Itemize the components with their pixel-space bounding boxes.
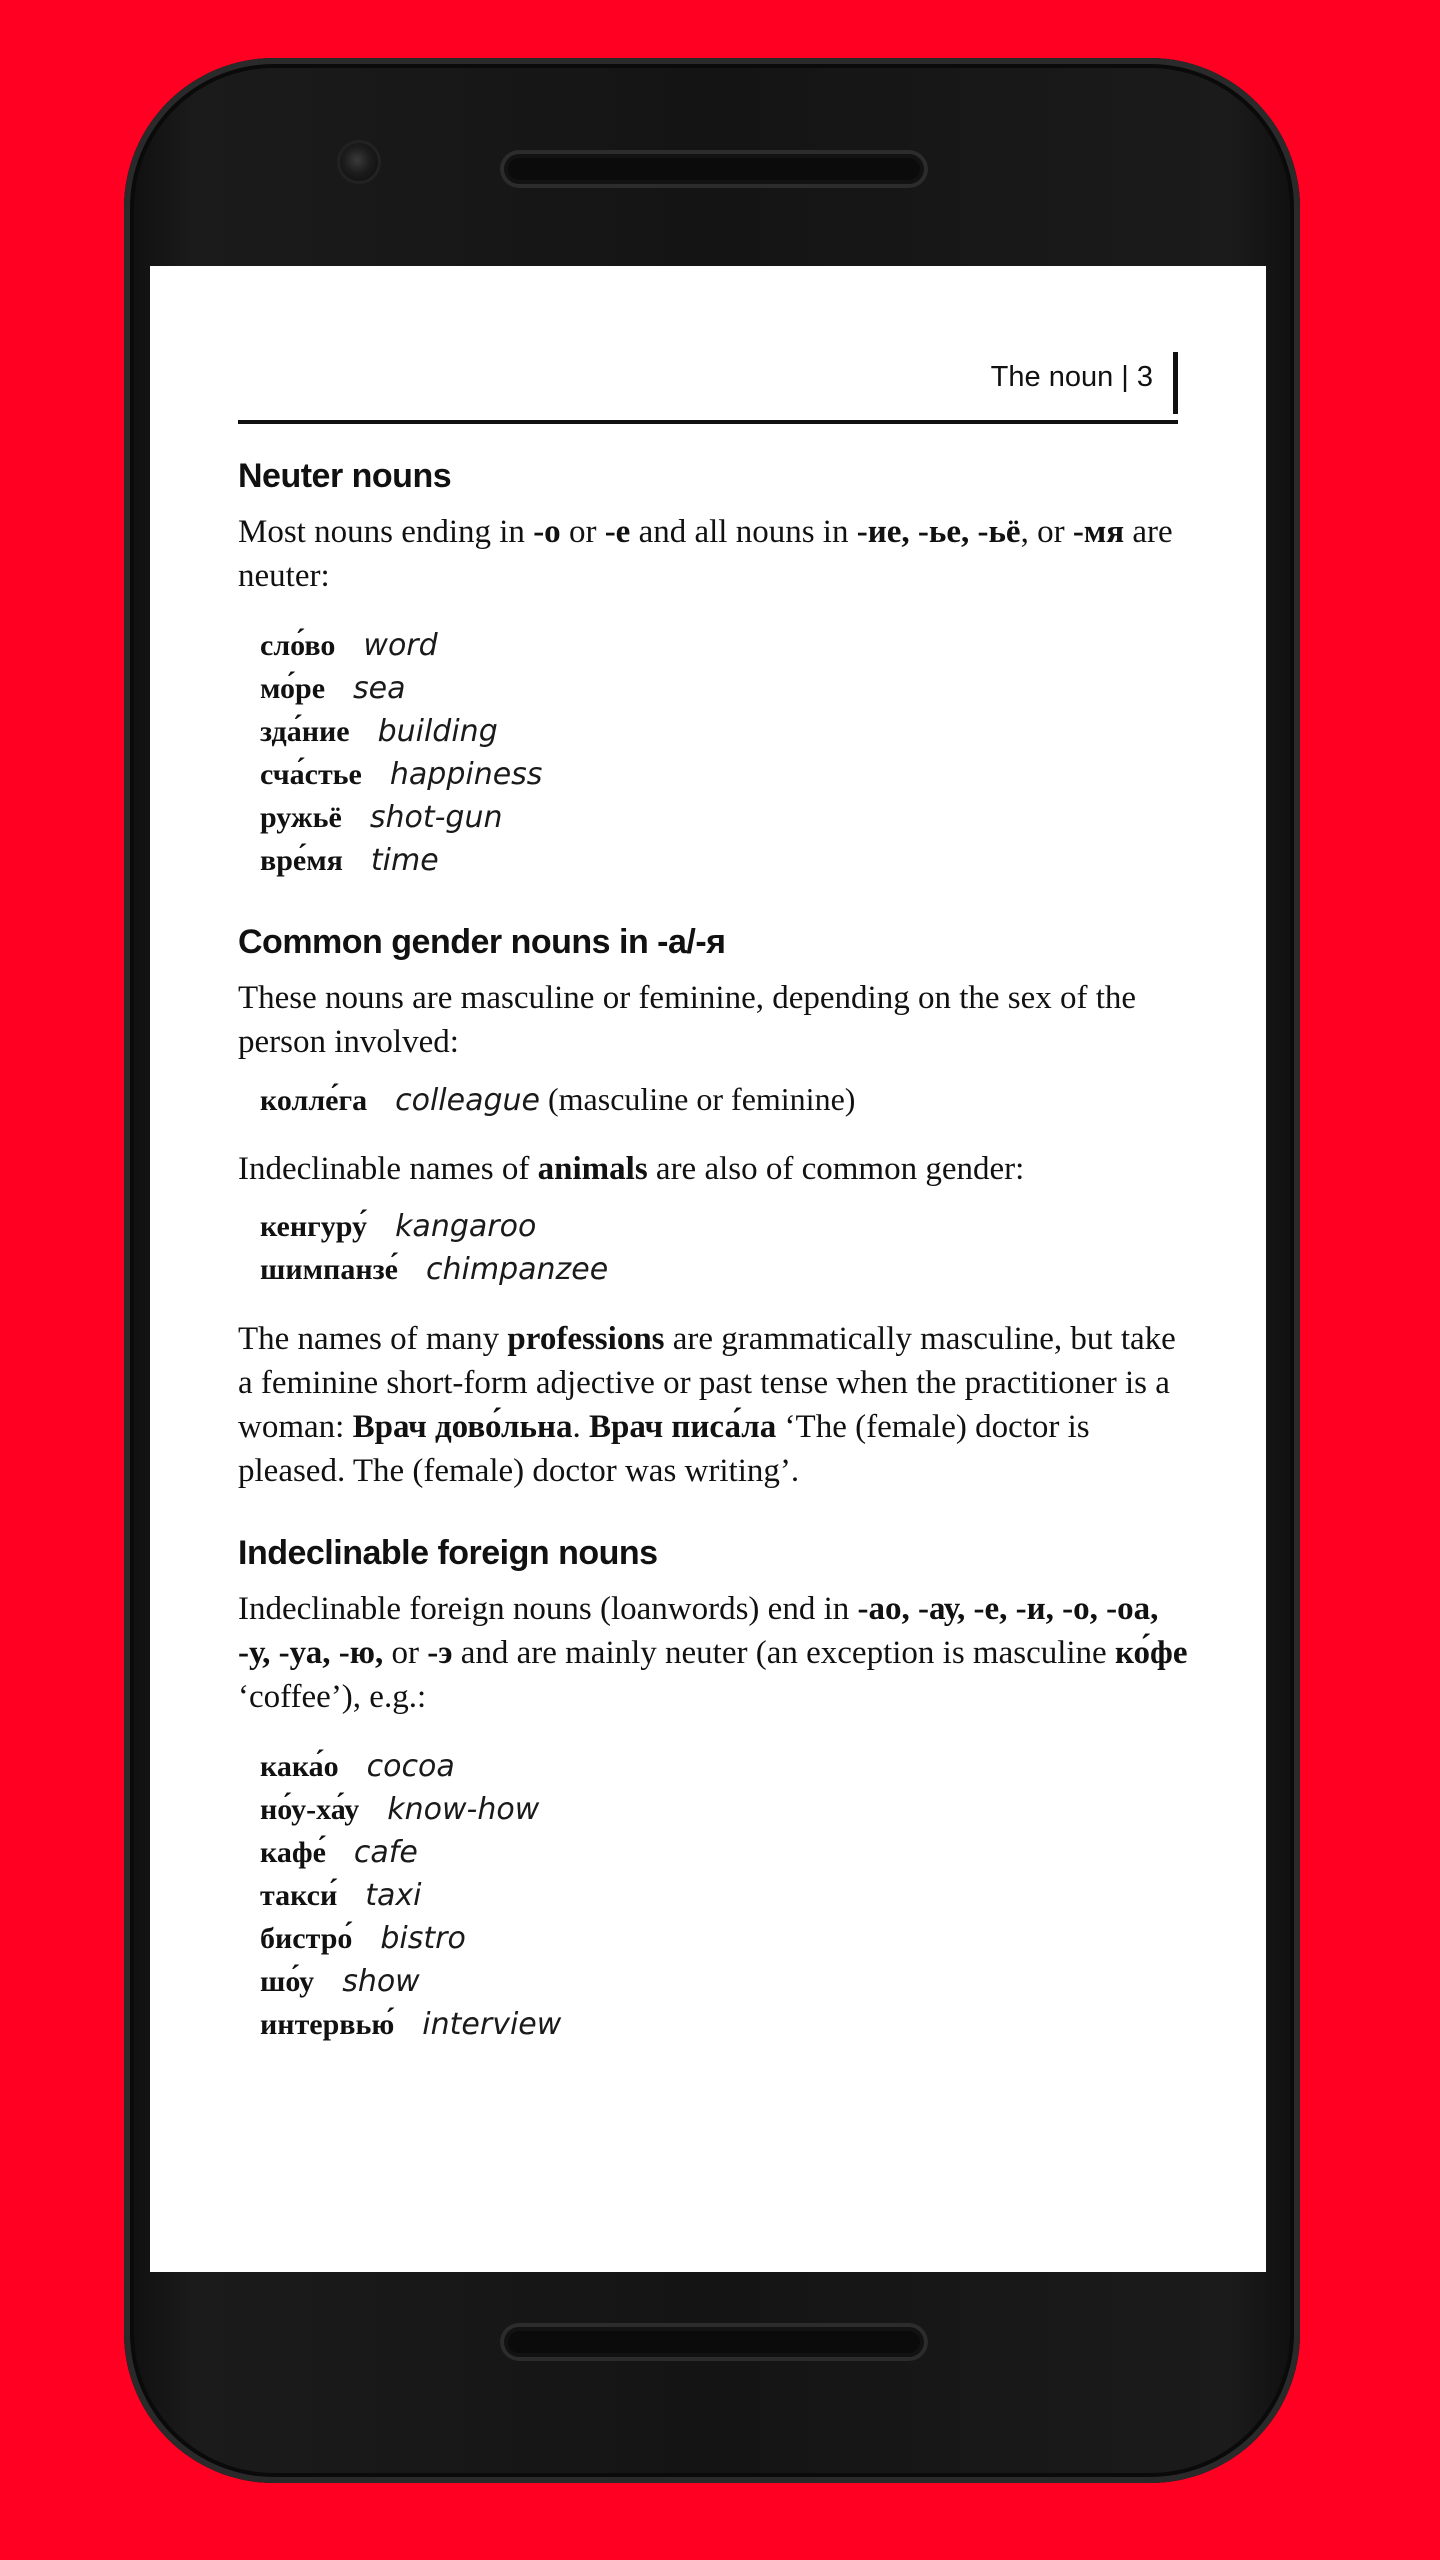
- page-header: [238, 352, 1178, 424]
- russian-word: бистро́: [260, 1922, 353, 1955]
- page-content: [238, 456, 1188, 2046]
- bottom-speaker-grille: [500, 2323, 928, 2361]
- english-gloss: sea: [353, 671, 406, 706]
- vocab-item: [260, 667, 1188, 710]
- vocab-item: [260, 1788, 1188, 1831]
- vocab-item: [260, 753, 1188, 796]
- english-gloss: happiness: [389, 757, 543, 792]
- russian-word: интервью́: [260, 2008, 395, 2041]
- vocab-item: [260, 1874, 1188, 1917]
- vocab-item: [260, 1917, 1188, 1960]
- english-gloss: cafe: [353, 1835, 418, 1870]
- english-gloss: building: [377, 714, 498, 749]
- vocab-item: [260, 1831, 1188, 1874]
- vocab-item: [260, 710, 1188, 753]
- vocab-item: [260, 1745, 1188, 1788]
- gloss-note: (masculine or feminine): [539, 1081, 856, 1117]
- vocab-item: [260, 624, 1188, 667]
- common-intro: These nouns are masculine or feminine, depending on the sex of the person involved:: [238, 980, 1137, 1060]
- vocab-item: [260, 796, 1188, 839]
- neuter-word-list: [238, 624, 1188, 882]
- english-gloss: time: [370, 843, 439, 878]
- russian-word: шимпанзе́: [260, 1253, 398, 1286]
- vocab-item: [260, 1248, 1188, 1291]
- english-gloss: cocoa: [366, 1749, 455, 1784]
- english-gloss: know-how: [387, 1792, 540, 1827]
- section-title-foreign: Indeclinable foreign nouns: [238, 1534, 658, 1572]
- book-page-screen[interactable]: [150, 266, 1266, 2272]
- vocab-item: [260, 1205, 1188, 1248]
- english-gloss: word: [363, 628, 438, 663]
- english-gloss: chimpanzee: [426, 1252, 609, 1287]
- russian-word: вре́мя: [260, 844, 343, 877]
- russian-word: кафе́: [260, 1836, 326, 1869]
- english-gloss: interview: [422, 2007, 562, 2042]
- russian-word: зда́ние: [260, 715, 350, 748]
- animals-paragraph: Indeclinable names of animals are also of common gender:: [238, 1151, 1025, 1187]
- front-camera: [340, 143, 378, 181]
- animal-word-list: [238, 1205, 1188, 1291]
- english-gloss: show: [342, 1964, 420, 1999]
- english-gloss: bistro: [380, 1921, 466, 1956]
- russian-word: мо́ре: [260, 672, 326, 705]
- common-word-list: [238, 1078, 1188, 1121]
- russian-word: ружьё: [260, 801, 342, 834]
- russian-word: но́у-ха́у: [260, 1793, 360, 1826]
- section-title-neuter: Neuter nouns: [238, 457, 452, 495]
- foreign-intro: Indeclinable foreign nouns (loanwords) end in -ао, -ау, -е, -и, -о, -оа, -у, -уа, -ю, or -э and are mainly neuter (an exception is masculine ко́фе ‘coffee’), e.g.:: [238, 1591, 1188, 1715]
- russian-word: шо́у: [260, 1965, 315, 1998]
- russian-word: сча́стье: [260, 758, 362, 791]
- english-gloss: shot-gun: [369, 800, 503, 835]
- neuter-intro: Most nouns ending in -о or -е and all nouns in -ие, -ье, -ьё, or -мя are neuter:: [238, 514, 1173, 594]
- professions-paragraph: The names of many professions are grammatically masculine, but take a feminine short-form adjective or past tense when the practitioner is a woman: Врач дово́льна. Врач писа́ла ‘The (female) doctor is pleased. The (female) doctor was writing’.: [238, 1321, 1176, 1489]
- russian-word: колле́га: [260, 1084, 368, 1117]
- russian-word: кенгуру́: [260, 1210, 368, 1243]
- vocab-item: [260, 2003, 1188, 2046]
- foreign-word-list: [238, 1745, 1188, 2046]
- vocab-item: [260, 839, 1188, 882]
- russian-word: сло́во: [260, 629, 336, 662]
- english-gloss: kangaroo: [395, 1209, 537, 1244]
- section-title-common-gender: Common gender nouns in -а/-я: [238, 923, 726, 961]
- russian-word: такси́: [260, 1879, 338, 1912]
- russian-word: кака́о: [260, 1750, 339, 1783]
- english-gloss: taxi: [365, 1878, 422, 1913]
- english-gloss: colleague: [395, 1083, 540, 1118]
- top-speaker-grille: [500, 150, 928, 188]
- vocab-item: [260, 1078, 1188, 1121]
- vocab-item: [260, 1960, 1188, 2003]
- running-head: The noun | 3: [991, 352, 1178, 414]
